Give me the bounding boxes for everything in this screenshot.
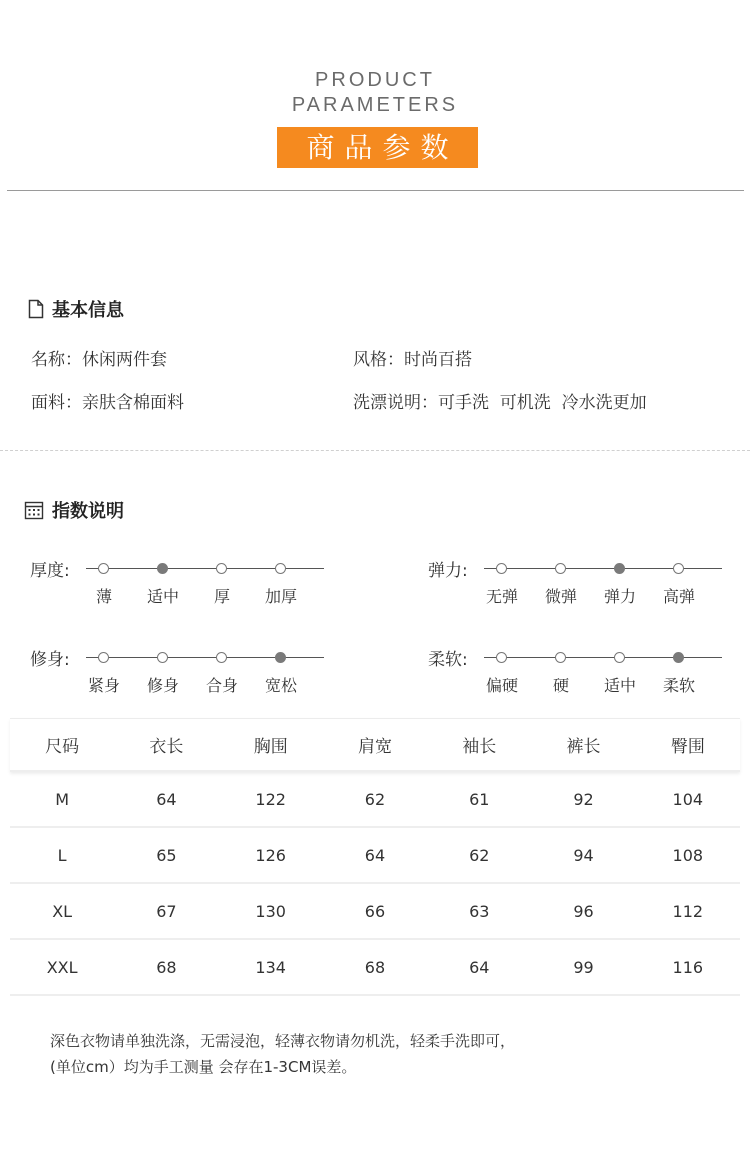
scale-label: 厚度: — [30, 561, 70, 581]
table-cell: 66 — [364, 901, 386, 921]
scale-dot — [496, 652, 507, 663]
scale-option: 柔软 — [662, 676, 695, 695]
fit-scale — [30, 645, 330, 705]
scale-track — [484, 657, 722, 658]
scale-dot — [157, 652, 168, 663]
scale-label: 弹力: — [428, 561, 468, 581]
scale-dot — [555, 652, 566, 663]
scale-dot — [496, 563, 507, 574]
scale-track — [484, 568, 722, 569]
table-cell: 68 — [156, 957, 177, 977]
table-cell: 96 — [573, 901, 594, 921]
index-heading — [24, 497, 124, 523]
table-cell: 116 — [672, 957, 704, 977]
table-cell: 122 — [255, 789, 286, 809]
table-header-row — [10, 718, 740, 772]
scale-option: 紧身 — [87, 676, 120, 695]
basic-info-heading — [28, 296, 124, 322]
scale-label: 柔软: — [428, 650, 468, 670]
table-cell: M — [55, 789, 70, 809]
table-cell: 61 — [469, 789, 490, 809]
care-note: 深色衣物请单独洗涤，无需浸泡，轻薄衣物请勿机洗，轻柔手洗即可， — [50, 1032, 516, 1050]
info-washing: 洗漂说明：可手洗 可机洗 冷水洗更加 — [353, 393, 647, 413]
scale-option: 薄 — [95, 587, 112, 606]
table-header-cell: 尺码 — [45, 737, 80, 757]
header-english-line2: PARAMETERS — [291, 94, 459, 116]
table-cell: 108 — [672, 845, 704, 865]
scale-option: 适中 — [603, 676, 636, 695]
table-row — [10, 828, 740, 884]
calendar-icon — [24, 500, 44, 520]
header-english-line1: PRODUCT — [315, 69, 435, 91]
table-cell: 68 — [364, 957, 386, 977]
scale-option: 偏硬 — [485, 676, 518, 695]
table-cell: 62 — [469, 845, 490, 865]
scale-option: 无弹 — [485, 587, 518, 606]
table-cell: 130 — [255, 901, 286, 921]
table-row — [10, 772, 740, 828]
info-style: 风格：时尚百搭 — [353, 350, 472, 370]
table-cell: 65 — [156, 845, 177, 865]
scale-dot — [216, 563, 227, 574]
scale-dot — [98, 563, 109, 574]
scale-option: 适中 — [146, 587, 179, 606]
table-cell: 126 — [255, 845, 286, 865]
table-cell: XL — [52, 901, 73, 921]
scale-option: 厚 — [213, 587, 230, 606]
info-name: 名称：休闲两件套 — [31, 350, 167, 370]
table-cell: 112 — [672, 901, 704, 921]
size-table — [10, 718, 740, 996]
scale-dot — [673, 563, 684, 574]
scale-dot-selected — [673, 652, 684, 663]
thickness-scale — [30, 556, 330, 616]
table-row — [10, 940, 740, 996]
table-cell: 64 — [156, 789, 177, 809]
scale-option: 修身 — [146, 676, 179, 695]
scale-option: 加厚 — [264, 587, 297, 606]
table-row — [10, 884, 740, 940]
table-header-cell: 衣长 — [149, 737, 184, 757]
scale-option: 微弹 — [544, 587, 577, 606]
scale-dot — [275, 563, 286, 574]
table-cell: 92 — [573, 789, 594, 809]
basic-info-title: 基本信息 — [52, 300, 124, 321]
table-cell: XXL — [46, 957, 78, 977]
scale-dot — [555, 563, 566, 574]
scale-label: 修身: — [30, 650, 70, 670]
scale-option: 硬 — [552, 676, 569, 695]
table-header-cell: 肩宽 — [357, 737, 392, 757]
index-title: 指数说明 — [52, 501, 124, 522]
table-cell: 67 — [156, 901, 177, 921]
info-fabric: 面料：亲肤含棉面料 — [31, 393, 184, 413]
scale-dot — [614, 652, 625, 663]
document-icon — [28, 299, 44, 319]
table-cell: 99 — [573, 957, 594, 977]
scale-option: 合身 — [205, 676, 238, 695]
table-header-cell: 胸围 — [253, 737, 288, 757]
section-divider — [0, 450, 750, 451]
page-title: 商品参数 — [277, 127, 478, 168]
table-cell: 64 — [364, 845, 386, 865]
scale-track — [86, 568, 324, 569]
table-header-cell: 臀围 — [670, 737, 705, 757]
scale-option: 高弹 — [662, 587, 695, 606]
table-cell: 104 — [672, 789, 704, 809]
softness-scale — [428, 645, 728, 705]
table-cell: 64 — [469, 957, 490, 977]
elasticity-scale — [428, 556, 728, 616]
scale-dot — [216, 652, 227, 663]
scale-track — [86, 657, 324, 658]
scale-dot-selected — [614, 563, 625, 574]
table-cell: L — [57, 845, 67, 865]
scale-option: 弹力 — [603, 587, 636, 606]
scale-dot — [98, 652, 109, 663]
table-cell: 134 — [255, 957, 286, 977]
scale-option: 宽松 — [264, 676, 297, 695]
table-cell: 63 — [469, 901, 490, 921]
header-divider — [7, 190, 744, 191]
measurement-note: (单位cm）均为手工测量 会存在1-3CM误差。 — [50, 1058, 357, 1076]
scale-dot-selected — [157, 563, 168, 574]
table-header-cell: 袖长 — [462, 737, 497, 757]
table-cell: 62 — [364, 789, 386, 809]
table-header-cell: 裤长 — [566, 737, 601, 757]
scale-dot-selected — [275, 652, 286, 663]
table-cell: 94 — [573, 845, 594, 865]
